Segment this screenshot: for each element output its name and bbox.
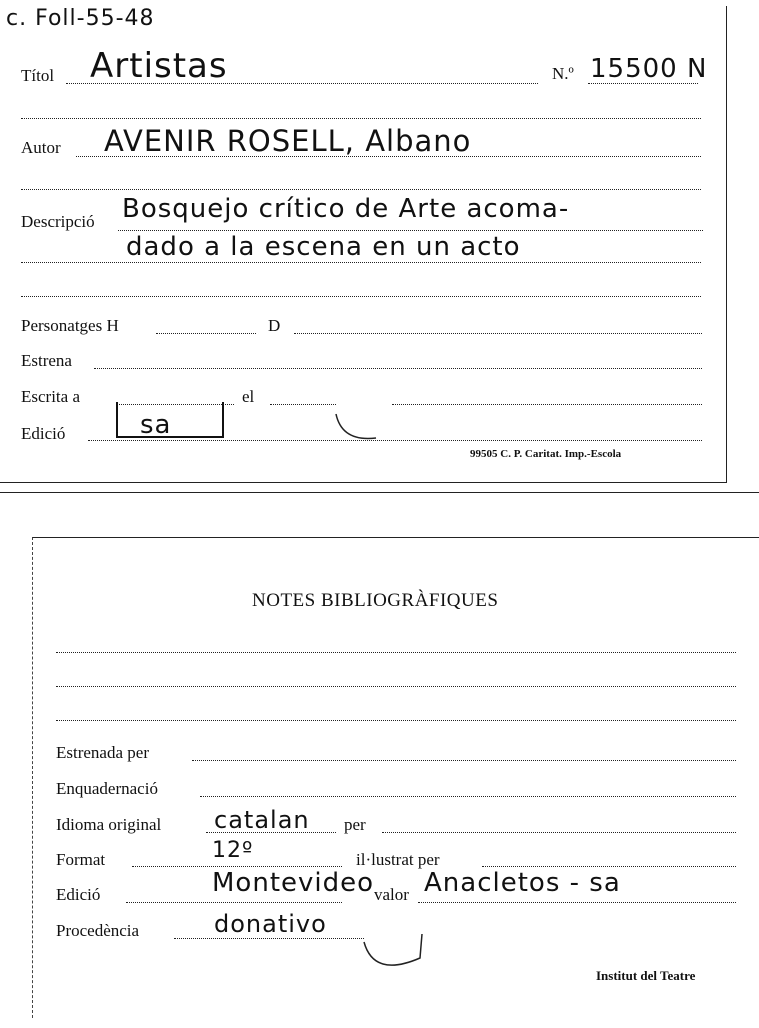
edition-dotted-line bbox=[88, 440, 702, 441]
provenance-value: donativo bbox=[214, 910, 327, 938]
format-label: Format bbox=[56, 850, 106, 869]
blank-dotted-line bbox=[21, 296, 701, 297]
binding-label: Enquadernació bbox=[56, 779, 158, 798]
characters-h-dotted-line bbox=[156, 333, 256, 334]
description-dotted-line-1 bbox=[118, 230, 703, 231]
description-dotted-line-2 bbox=[21, 262, 701, 263]
provenance-label: Procedència bbox=[56, 921, 140, 940]
title-label: Títol bbox=[21, 66, 55, 85]
edition-label-2: Edició bbox=[56, 885, 101, 904]
punch-hole-arc-2 bbox=[360, 928, 430, 978]
premiere-label: Estrena bbox=[21, 351, 72, 370]
written-on-dotted-line-1 bbox=[270, 404, 336, 405]
edition-value-2: Montevideo bbox=[212, 868, 375, 898]
description-value-line-2: dado a la escena en un acto bbox=[126, 232, 521, 262]
value-label: valor bbox=[374, 885, 409, 904]
notes-dotted-line-1 bbox=[56, 652, 736, 653]
premiered-by-dotted-line bbox=[192, 760, 736, 761]
characters-d-label: D bbox=[268, 316, 281, 335]
printer-imprint: 99505 C. P. Caritat. Imp.-Escola bbox=[470, 448, 622, 460]
number-label: N.º bbox=[552, 64, 574, 83]
punch-hole-arc bbox=[330, 380, 390, 444]
provenance-dotted-line bbox=[174, 938, 364, 939]
premiere-dotted-line bbox=[94, 368, 702, 369]
notes-dotted-line-2 bbox=[56, 686, 736, 687]
edition-dotted-line-2 bbox=[126, 902, 342, 903]
title-value: Artistas bbox=[90, 46, 228, 86]
format-value: 12º bbox=[212, 838, 254, 863]
binding-dotted-line bbox=[200, 796, 736, 797]
description-value-line-1: Bosquejo crítico de Arte acoma- bbox=[122, 194, 570, 224]
written-at-label: Escrita a bbox=[21, 387, 80, 406]
written-on-dotted-line-2 bbox=[392, 404, 702, 405]
notes-dotted-line-3 bbox=[56, 720, 736, 721]
author-label: Autor bbox=[21, 138, 61, 157]
value-dotted-line bbox=[418, 902, 736, 903]
edition-label: Edició bbox=[21, 424, 66, 443]
illustrated-by-dotted-line bbox=[482, 866, 736, 867]
blank-dotted-line bbox=[21, 189, 701, 190]
premiered-by-label: Estrenada per bbox=[56, 743, 149, 762]
separator-line bbox=[0, 492, 759, 493]
language-per-dotted-line bbox=[382, 832, 736, 833]
number-value: 15500 N bbox=[590, 54, 708, 84]
language-per-label: per bbox=[344, 815, 366, 834]
blank-dotted-line bbox=[21, 118, 701, 119]
notes-heading: NOTES BIBLIOGRÀFIQUES bbox=[252, 590, 499, 611]
value-value: Anacletos - sa bbox=[424, 868, 621, 898]
characters-label: Personatges H bbox=[21, 316, 119, 335]
original-language-value: catalan bbox=[214, 806, 310, 834]
illustrated-by-label: il·lustrat per bbox=[356, 850, 440, 869]
written-on-label: el bbox=[242, 387, 255, 406]
original-language-label: Idioma original bbox=[56, 815, 162, 834]
reference-code: c. Foll-55-48 bbox=[6, 6, 155, 31]
institution-name: Institut del Teatre bbox=[596, 968, 696, 983]
characters-d-dotted-line bbox=[294, 333, 702, 334]
edition-value: sa bbox=[140, 410, 172, 440]
format-dotted-line bbox=[132, 866, 342, 867]
description-label: Descripció bbox=[21, 212, 95, 231]
author-value: AVENIR ROSELL, Albano bbox=[104, 124, 472, 158]
